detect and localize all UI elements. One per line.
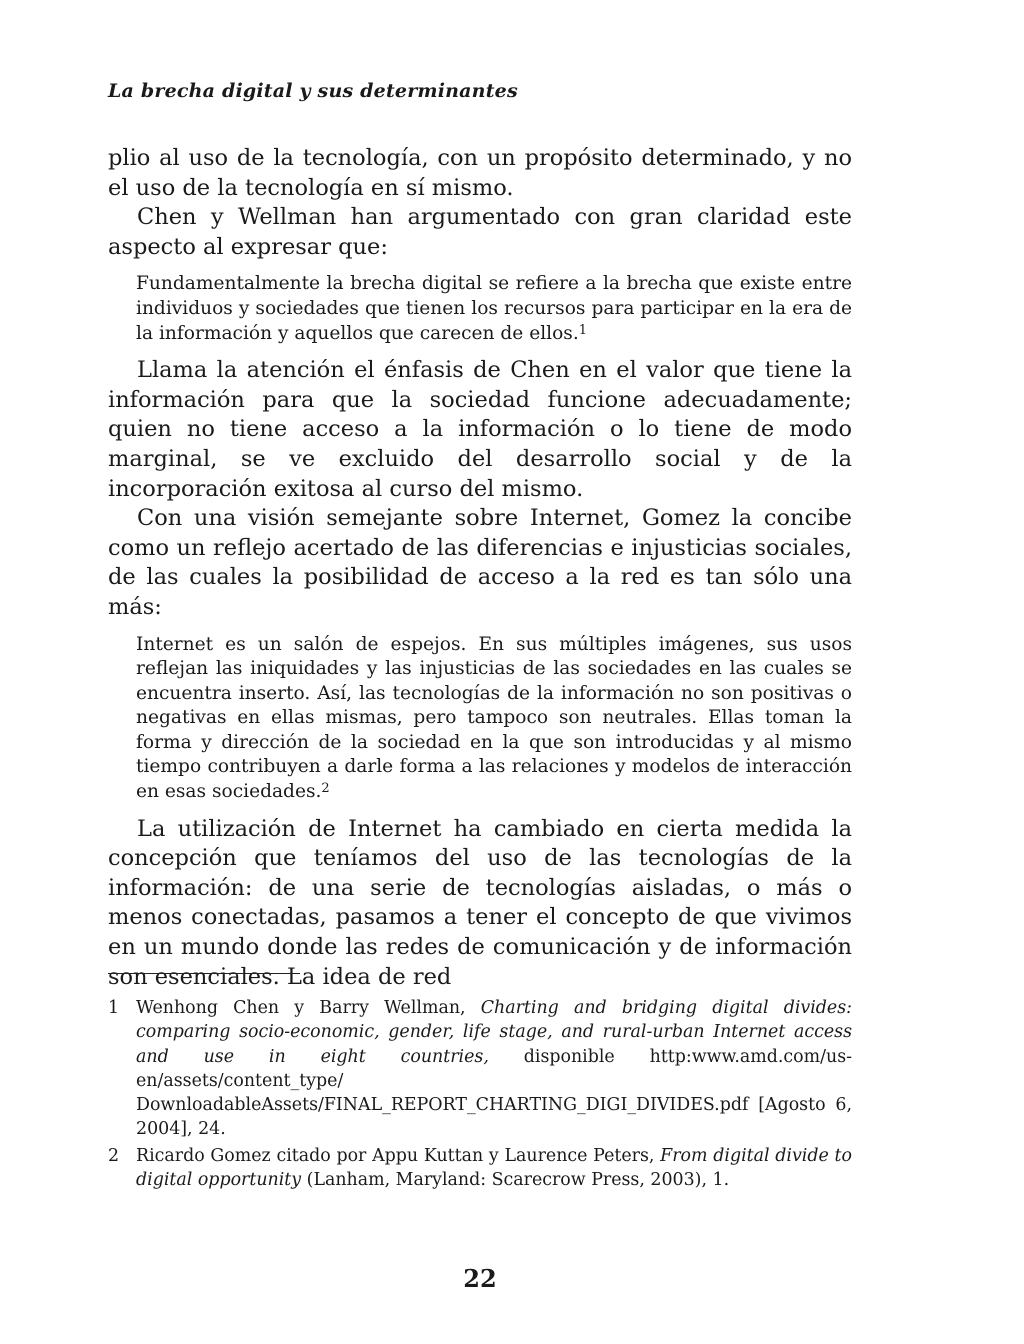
running-title: La brecha digital y sus determinantes [108, 80, 518, 102]
block-quote-1-text: Fundamentalmente la brecha digital se refiere a la brecha que existe entre individuos y sociedades que tienen los recursos para participar en la era de la información y aquellos que carecen de ellos. [136, 273, 852, 344]
paragraph-4: Con una visión semejante sobre Internet, Gomez la concibe como un reflejo acertado de las diferencias e injusticias sociales, de las cuales la posibilidad de acceso a la red es tan sólo una más: [108, 505, 852, 620]
block-quote-1 [136, 272, 852, 346]
footnote-2 [108, 1144, 852, 1193]
paragraph-1: plio al uso de la tecnología, con un propósito determinado, y no el uso de la tecnología en sí mismo. [108, 145, 852, 201]
footnote-ref-2[interactable]: 2 [321, 781, 330, 797]
footnote-text: Wenhong Chen y Barry Wellman, [136, 998, 481, 1018]
page-number: 22 [463, 1264, 497, 1293]
block-quote-2-text: Internet es un salón de espejos. En sus múltiples imágenes, sus usos reflejan las iniquidades y las injusticias de las sociedades en las cuales se encuentra inserto. Así, las tecnologías de la información no son positivas o negativas en ellas mismas, pero tampoco son neutrales. Ellas toman la forma y dirección de la sociedad en la que son introducidas y al mismo tiempo contribuyen a darle forma a las relaciones y modelos de interacción en esas sociedades. [136, 633, 852, 803]
main-text [108, 144, 852, 992]
paragraph-5: La utilización de Internet ha cambiado en cierta medida la concepción que teníamos del uso de las tecnologías de la información: de una serie de tecnologías aisladas, o más o menos conectadas, pasamos a tener el concepto de que vivimos en un mundo donde las redes de comunicación y de información son esenciales. La idea de red [108, 815, 852, 990]
footnote-divider [108, 973, 300, 974]
footnote-title: Charting and bridging digital divides: comparing socio-economic, gender, life stage, and rural-urban Internet access and use in eight countries, [136, 998, 852, 1067]
footnote-number: 2 [108, 1145, 120, 1166]
footnote-text: Ricardo Gomez citado por Appu Kuttan y Laurence Peters, [136, 1145, 661, 1166]
footnote-1 [108, 996, 852, 1142]
footnote-source: disponible http:www.amd.com/us-en/assets/content_type/ DownloadableAssets/FINAL_REPORT_CHARTING_DIGI_DIVIDES.pdf [Agosto 6, 2004], 24. [136, 1046, 852, 1140]
footnote-number: 1 [108, 998, 120, 1018]
footnotes [108, 996, 852, 1194]
footnote-source: (Lanham, Maryland: Scarecrow Press, 2003), 1. [301, 1170, 730, 1191]
paragraph-3: Llama la atención el énfasis de Chen en el valor que tiene la información para que la sociedad funcione adecuadamente; quien no tiene acceso a la información o lo tiene de modo marginal, se ve excluido del desarrollo social y de la incorporación exitosa al curso del mismo. [108, 357, 852, 502]
footnote-title: From digital divide to digital opportunity [136, 1145, 852, 1191]
block-quote-2 [136, 633, 852, 805]
footnote-ref-1[interactable]: 1 [578, 322, 588, 338]
paragraph-2: Chen y Wellman han argumentado con gran claridad este aspecto al expresar que: [108, 204, 852, 260]
